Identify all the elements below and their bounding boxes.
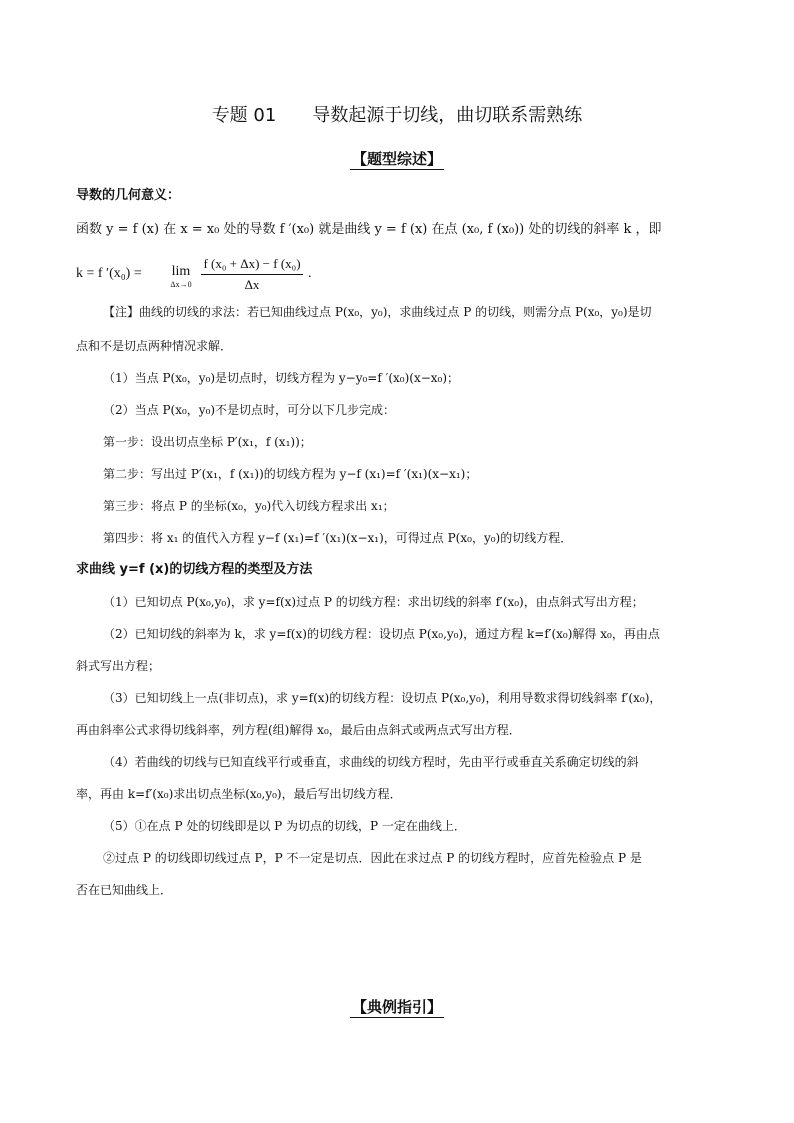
- type-3-line-2: 再由斜率公式求得切线斜率，列方程(组)解得 x₀，最后由点斜式或两点式写出方程．: [76, 723, 521, 737]
- type-5: （5）①在点 P 处的切线即是以 P 为切点的切线，P 一定在曲线上．: [103, 819, 466, 833]
- type-4-line-1: （4）若曲线的切线与已知直线平行或垂直，求曲线的切线方程时，先由平行或垂直关系确定切线的斜: [103, 755, 639, 769]
- type-2-line-2: 斜式写出方程；: [76, 659, 161, 673]
- heading-geometric-meaning: 导数的几何意义：: [76, 188, 181, 203]
- difference-quotient: [198, 256, 306, 293]
- type-3-line-1: （3）已知切线上一点(非切点)，求 y=f(x)的切线方程：设切点 P(x₀,y₀)，利用导数求得切线斜率 f′(x₀)，: [103, 691, 662, 705]
- fraction-denominator: Δx: [244, 277, 260, 292]
- definition-lhs: k = f ′(x₀) =: [76, 266, 142, 281]
- section-heading-examples: [0, 996, 794, 1017]
- limit-label: lim: [171, 264, 191, 279]
- type-1: （1）已知切点 P(x₀,y₀)，求 y=f(x)过点 P 的切线方程：求出切线的斜率 f′(x₀)，由点斜式写出方程；: [103, 595, 644, 609]
- fraction-numerator: f (x₀ + Δx) − f (x₀): [201, 256, 302, 275]
- type-5b-line-2: 否在已知曲线上．: [76, 883, 173, 897]
- section-heading-overview: [0, 148, 794, 169]
- note-line-2: 点和不是切点两种情况求解．: [76, 339, 233, 353]
- section-heading-examples-label: 【典例指引】: [351, 998, 442, 1016]
- step-2: 第二步：写出过 P′(x₁，f (x₁))的切线方程为 y−f (x₁)=f ′(x₁)(x−x₁)；: [103, 467, 478, 481]
- type-2-line-1: （2）已知切线的斜率为 k，求 y=f(x)的切线方程：设切点 P(x₀,y₀)，通过方程 k=f′(x₀)解得 x₀，再由点: [103, 627, 660, 641]
- heading-tangent-types: 求曲线 y=f (x)的切线方程的类型及方法: [76, 562, 313, 577]
- note-line-1: 【注】曲线的切线的求法：若已知曲线过点 P(x₀，y₀)，求曲线过点 P 的切线，则需分点 P(x₀，y₀)是切: [103, 305, 652, 319]
- case-2: （2）当点 P(x₀，y₀)不是切点时，可分以下几步完成：: [103, 403, 396, 417]
- definition-end: .: [308, 266, 312, 281]
- case-1: （1）当点 P(x₀，y₀)是切点时，切线方程为 y−y₀=f ′(x₀)(x−x₀)；: [103, 371, 460, 385]
- step-3: 第三步：将点 P 的坐标(x₀，y₀)代入切线方程求出 x₁；: [103, 499, 395, 513]
- section-heading-overview-label: 【题型综述】: [351, 150, 442, 168]
- limit-operator: [166, 264, 196, 289]
- definition-line-1: 函数 y = f (x) 在 x = x₀ 处的导数 f ′(x₀) 就是曲线 y = f (x) 在点 (x₀, f (x₀)) 处的切线的斜率 k ，即: [76, 222, 662, 237]
- step-1: 第一步：设出切点坐标 P′(x₁，f (x₁))；: [103, 435, 312, 449]
- type-5b-line-1: ②过点 P 的切线即切线过点 P，P 不一定是切点．因此在求过点 P 的切线方程时，应首先检验点 P 是: [103, 851, 642, 865]
- step-4: 第四步：将 x₁ 的值代入方程 y−f (x₁)=f ′(x₁)(x−x₁)，可得过点 P(x₀，y₀)的切线方程．: [103, 531, 573, 545]
- page-title: 专题 01 导数起源于切线，曲切联系需熟练: [211, 105, 583, 126]
- limit-subscript: Δx→0: [170, 280, 192, 289]
- type-4-line-2: 率，再由 k=f′(x₀)求出切点坐标(x₀,y₀)，最后写出切线方程．: [76, 787, 402, 801]
